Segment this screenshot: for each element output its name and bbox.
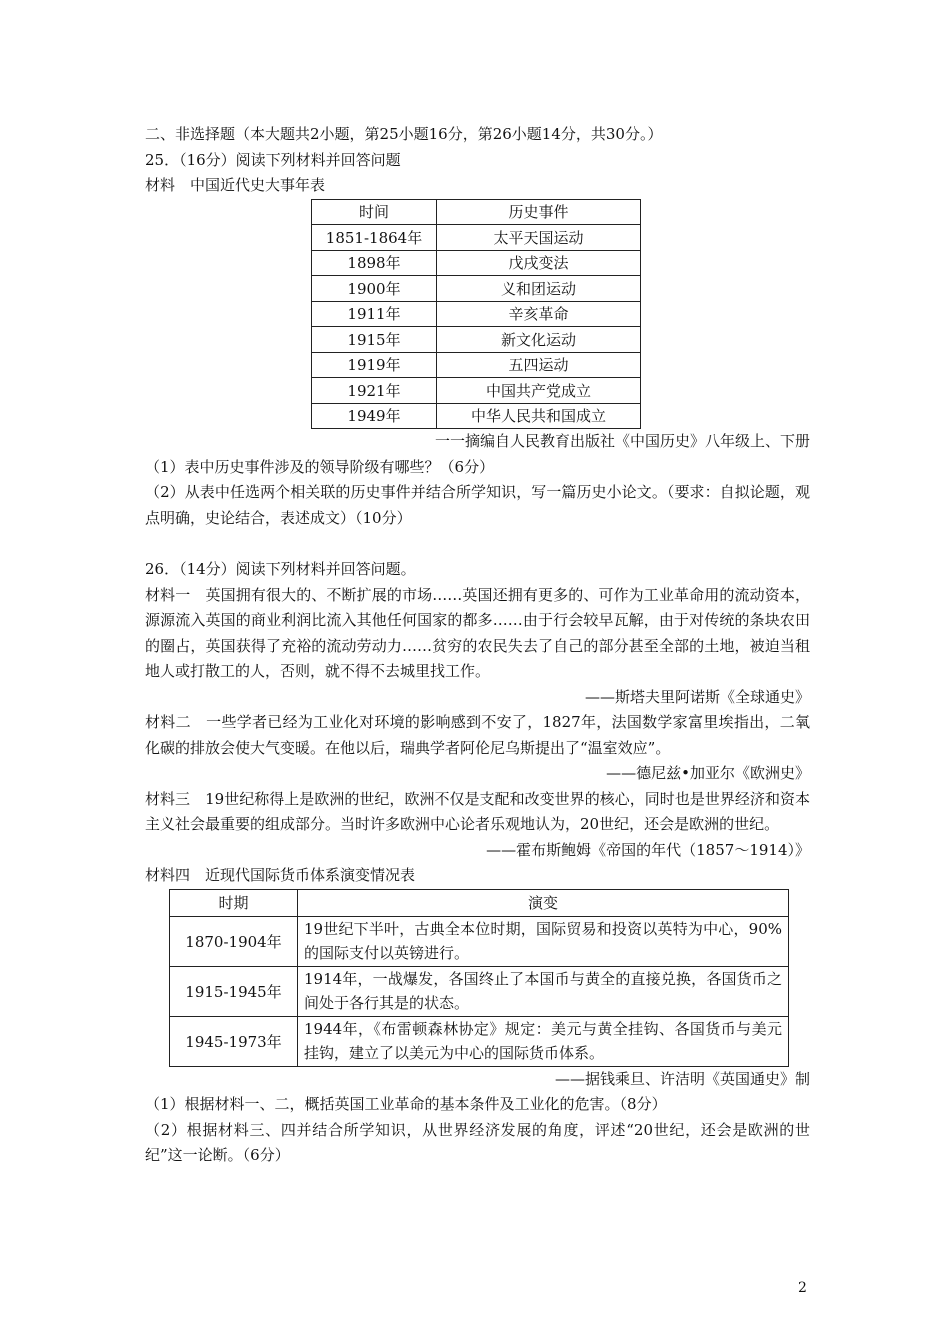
cell-period: 1945-1973年 <box>170 1016 298 1066</box>
q26-source-1: ——斯塔夫里阿诺斯《全球通史》 <box>584 687 810 706</box>
table-row <box>312 301 641 327</box>
table-header-row <box>170 889 789 916</box>
cell-time: 1851-1864年 <box>312 225 437 251</box>
section-title: 二、非选择题（本大题共2小题，第25小题16分，第26小题14分，共30分。） <box>145 125 663 143</box>
table-row <box>170 1016 789 1066</box>
q25-question-2: （2）从表中任选两个相关联的历史事件并结合所学知识，写一篇历史小论文。（要求：自拟论题，观点明确，史论结合，表述成文）（10分） <box>145 483 810 527</box>
cell-time: 1949年 <box>312 403 437 429</box>
cell-time: 1900年 <box>312 276 437 302</box>
cell-event: 义和团运动 <box>437 276 641 302</box>
q25-source: 一一摘编自人民教育出版社《中国历史》八年级上、下册 <box>434 432 810 450</box>
table-row <box>170 916 789 966</box>
table-row <box>312 276 641 302</box>
cell-time: 1921年 <box>312 378 437 404</box>
q26-material-2: 材料二 一些学者已经为工业化对环境的影响感到不安了，1827年，法国数学家富里埃指出，二氧化碳的排放会使大气变暖。在他以后，瑞典学者阿伦尼乌斯提出了“温室效应”。 <box>145 713 810 757</box>
cell-time: 1915年 <box>312 327 437 353</box>
table-header-row <box>312 199 641 225</box>
cell-event: 戊戌变法 <box>437 250 641 276</box>
cell-period: 1870-1904年 <box>170 916 298 966</box>
q25-material-caption: 材料 中国近代史大事年表 <box>145 176 326 194</box>
q26-material-4-caption: 材料四 近现代国际货币体系演变情况表 <box>145 866 416 884</box>
table-row <box>312 352 641 378</box>
currency-system-table <box>169 889 789 1067</box>
table-row <box>312 327 641 353</box>
table-row <box>312 403 641 429</box>
table-row <box>312 225 641 251</box>
header-event: 历史事件 <box>437 199 641 225</box>
cell-event: 太平天国运动 <box>437 225 641 251</box>
q25-heading: 25．（16分）阅读下列材料并回答问题 <box>145 150 401 169</box>
cell-time: 1898年 <box>312 250 437 276</box>
cell-event: 中华人民共和国成立 <box>437 403 641 429</box>
q26-source-4: ——据钱乘旦、许洁明《英国通史》制 <box>554 1069 810 1088</box>
header-time: 时间 <box>312 199 437 225</box>
chronology-table <box>311 199 641 430</box>
q25-question-1: （1）表中历史事件涉及的领导阶级有哪些？（6分） <box>145 457 495 476</box>
q26-material-3: 材料三 19世纪称得上是欧洲的世纪，欧洲不仅是支配和改变世界的核心，同时也是世界经济和资本主义社会最重要的组成部分。当时许多欧洲中心论者乐观地认为，20世纪，还会是欧洲的世纪。 <box>145 789 810 833</box>
q26-question-2: （2）根据材料三、四并结合所学知识，从世界经济发展的角度，评述“20世纪，还会是欧洲的世纪”这一论断。（6分） <box>145 1120 810 1164</box>
cell-evolution: 19世纪下半叶，古典全本位时期，国际贸易和投资以英特为中心，90%的国际支付以英镑进行。 <box>298 916 789 966</box>
cell-event: 新文化运动 <box>437 327 641 353</box>
q26-material-1: 材料一 英国拥有很大的、不断扩展的市场……英国还拥有更多的、可作为工业革命用的流动资本，源源流入英国的商业利润比流入其他任何国家的都多……由于行会较早瓦解，由于对传统的条块农田的圈占，英国获得了充裕的流动劳动力……贫穷的农民失去了自己的部分甚至全部的土地，被迫当租地人或打散工的人，否则，就不得不去城里找工作。 <box>145 585 810 680</box>
cell-time: 1911年 <box>312 301 437 327</box>
cell-evolution: 1914年，一战爆发，各国终止了本国币与黄全的直接兑换，各国货币之间处于各行其是的状态。 <box>298 966 789 1016</box>
cell-event: 辛亥革命 <box>437 301 641 327</box>
table-row <box>312 378 641 404</box>
q26-question-1: （1）根据材料一、二，概括英国工业革命的基本条件及工业化的危害。（8分） <box>145 1095 667 1113</box>
table-row <box>312 250 641 276</box>
q26-heading: 26．（14分）阅读下列材料并回答问题。 <box>145 560 416 578</box>
page-number: 2 <box>798 1280 807 1296</box>
header-evolution: 演变 <box>298 889 789 916</box>
cell-period: 1915-1945年 <box>170 966 298 1016</box>
cell-evolution: 1944年，《布雷顿森林协定》规定：美元与黄全挂钩、各国货币与美元挂钩，建立了以美元为中心的国际货币体系。 <box>298 1016 789 1066</box>
cell-event: 中国共产党成立 <box>437 378 641 404</box>
cell-time: 1919年 <box>312 352 437 378</box>
q26-source-3: ——霍布斯鲍姆《帝国的年代（1857～1914）》 <box>486 840 810 859</box>
exam-page <box>145 122 810 1169</box>
table-row <box>170 966 789 1016</box>
q26-source-2: ——德尼兹•加亚尔《欧洲史》 <box>606 764 810 782</box>
header-period: 时期 <box>170 889 298 916</box>
cell-event: 五四运动 <box>437 352 641 378</box>
